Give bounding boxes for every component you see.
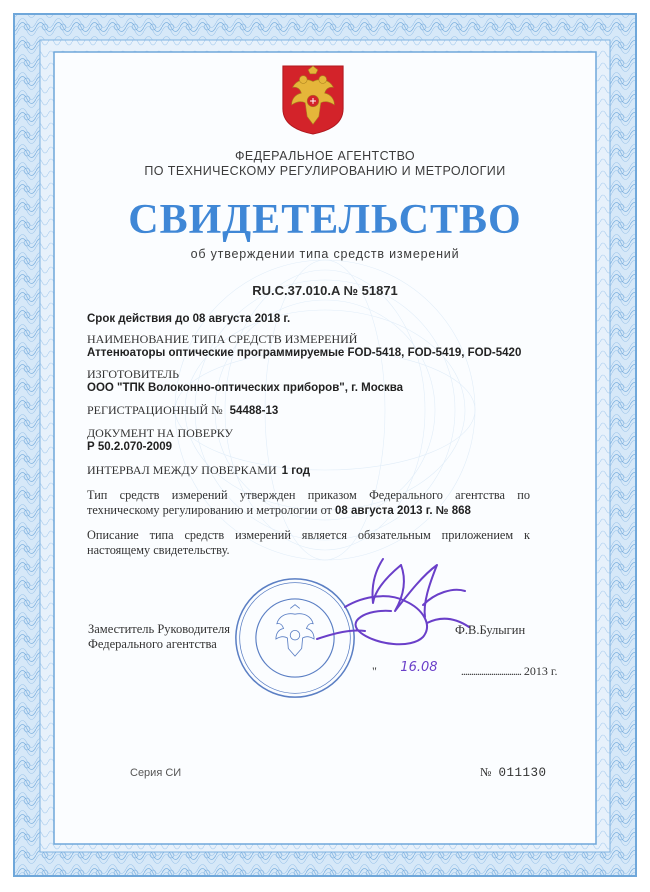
maker-label: ИЗГОТОВИТЕЛЬ <box>87 367 180 381</box>
registration-label: РЕГИСТРАЦИОННЫЙ № <box>87 403 223 417</box>
form-number-sign: № <box>480 765 492 779</box>
doc-label: ДОКУМЕНТ НА ПОВЕРКУ <box>87 426 234 440</box>
validity-text: Срок действия до 08 августа 2018 г. <box>87 313 291 325</box>
registration-value: 54488-13 <box>229 405 279 417</box>
order-text: Тип средств измерений утвержден приказом Федерального агентства по техническому регулированию и метрологии от <box>87 488 530 517</box>
form-number <box>480 765 546 780</box>
order-paragraph <box>87 488 530 519</box>
interval-field <box>87 463 310 478</box>
document-subtitle: об утверждении типа средств измерений <box>190 247 460 261</box>
registration-field <box>87 403 278 418</box>
date-dots: .............................. <box>460 664 521 678</box>
type-value: Аттенюаторы оптические программируемые FOD-5418, FOD-5419, FOD-5420 <box>87 347 522 359</box>
doc-value: Р 50.2.070-2009 <box>87 441 173 453</box>
maker-value: ООО "ТПК Волоконно-оптических приборов", г. Москва <box>87 382 404 394</box>
certificate-number: 51871 <box>361 283 398 298</box>
agency-name-line2: ПО ТЕХНИЧЕСКОМУ РЕГУЛИРОВАНИЮ И МЕТРОЛОГИИ <box>144 164 506 178</box>
date-handwritten: 16.08 <box>400 660 438 675</box>
form-number-value: 011130 <box>498 766 547 780</box>
interval-value: 1 год <box>281 465 311 477</box>
coat-of-arms-emblem <box>279 63 347 137</box>
certificate-number-line <box>0 283 650 298</box>
date-year: 2013 г. <box>523 664 558 678</box>
signer-position-line2: Федерального агентства <box>88 637 217 651</box>
agency-name-line1: ФЕДЕРАЛЬНОЕ АГЕНТСТВО <box>234 149 416 163</box>
signature-date <box>372 660 558 679</box>
signer-position-line1: Заместитель Руководителя <box>88 622 230 636</box>
handwritten-signature <box>305 545 495 665</box>
interval-label: ИНТЕРВАЛ МЕЖДУ ПОВЕРКАМИ <box>87 463 277 477</box>
order-date: 08 августа 2013 г. <box>335 505 433 517</box>
number-sign: № <box>343 283 358 298</box>
reg-code: RU.C.37.010.A <box>252 283 340 298</box>
document-title: СВИДЕТЕЛЬСТВО <box>128 197 522 243</box>
type-label: НАИМЕНОВАНИЕ ТИПА СРЕДСТВ ИЗМЕРЕНИЙ <box>87 332 358 346</box>
date-quote: " <box>372 664 377 678</box>
signer-name: Ф.В.Булыгин <box>455 623 526 637</box>
order-number: № 868 <box>435 505 471 517</box>
series-label: Серия СИ <box>130 767 182 779</box>
note-paragraph: Описание типа средств измерений является обязательным приложением к настоящему свидетельству. <box>87 528 530 557</box>
